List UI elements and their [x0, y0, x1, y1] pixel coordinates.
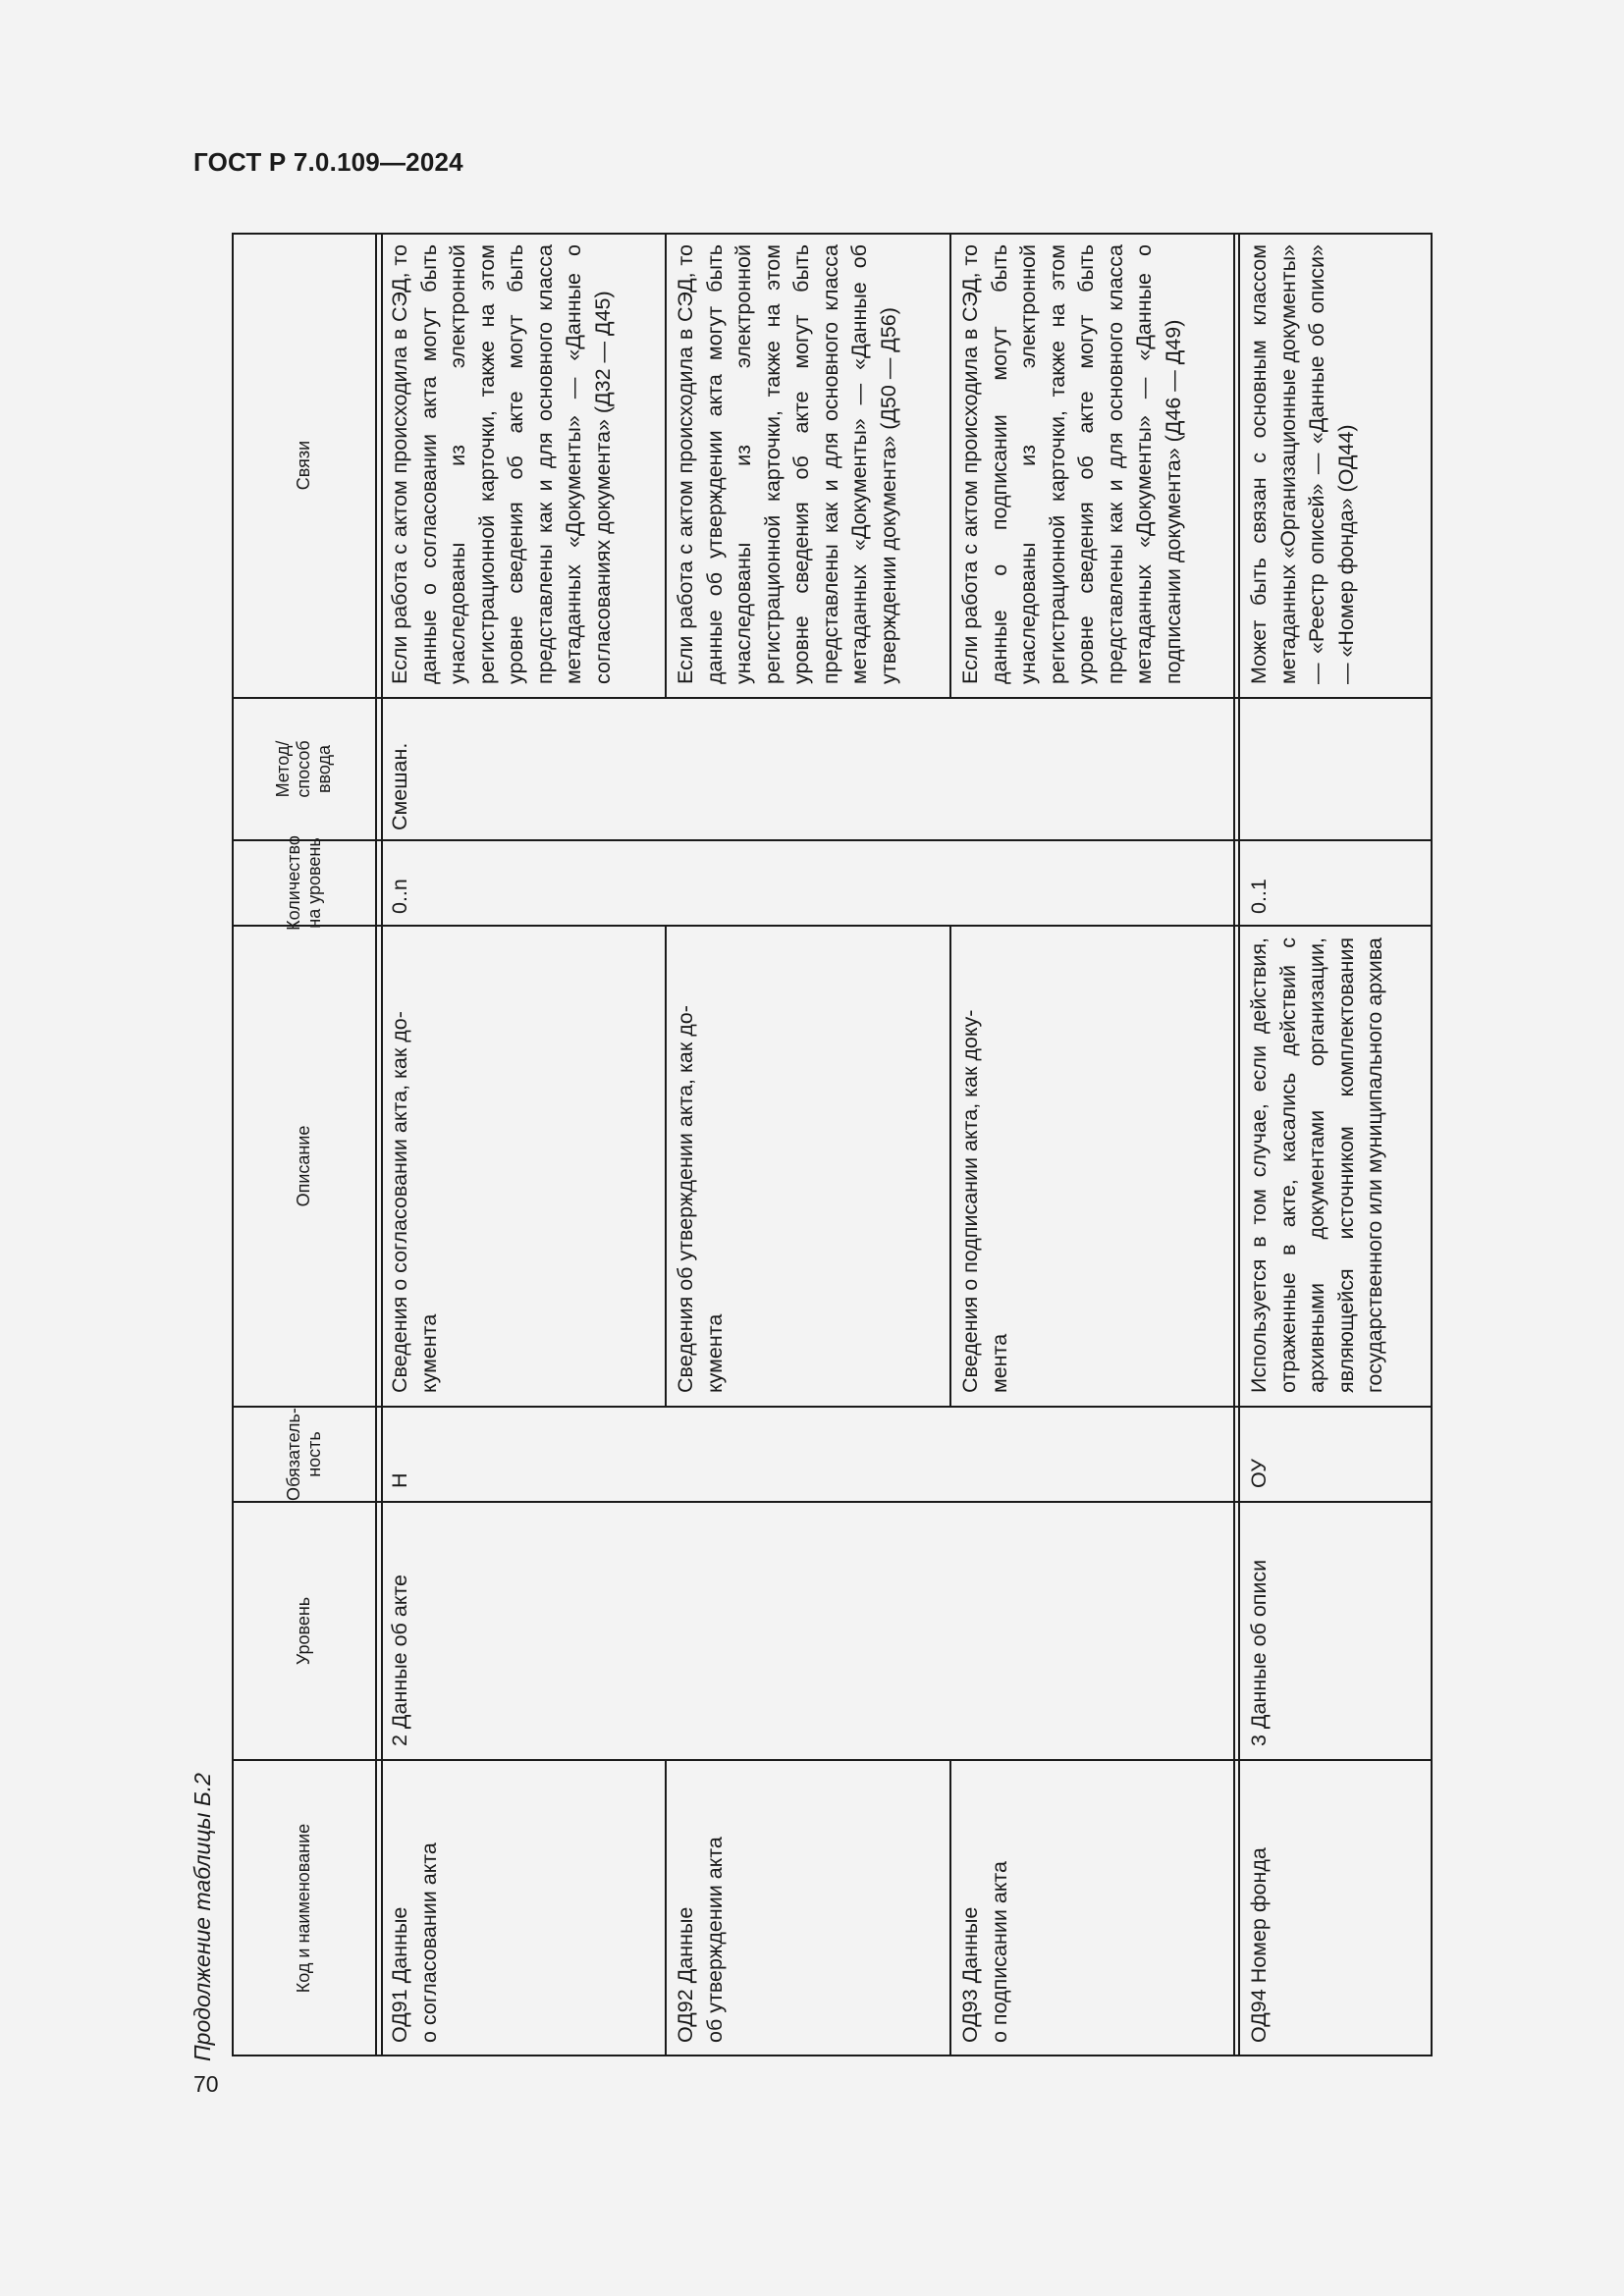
group-level: 2 Данные об акте: [388, 1575, 411, 1746]
table-row-4-links: Может быть связан с основным классом метаданных «Организационные документы» — «Реестр описей» — «Данные об описи» — «Номер фонда» (ОД44): [1247, 244, 1358, 684]
table-row-1-code-name: ОД91 Данные о согласовании акта: [388, 1842, 441, 2043]
document-header: ГОСТ Р 7.0.109—2024: [193, 147, 463, 177]
table-row-4-obligation: ОУ: [1247, 1459, 1271, 1488]
col-header-links: Связи: [294, 440, 313, 491]
table-row-1-links: Если работа с актом происходила в СЭД, то данные о согласовании акта могут быть унаследованы из электронной регистрационной карточки, также на этом уровне сведения об акте могут быть представлены как и для основного класса метаданных «Документы» — «Данные о согласованиях документа» (Д32 — Д45): [388, 244, 615, 684]
table-row-2-description: Сведения об утверждении акта, как до- кумента: [674, 1005, 727, 1393]
table-row-3-links: Если работа с актом происходила в СЭД, то данные о подписании могут быть унаследованы из электронной регистрационной карточки, также на этом уровне сведения об акте могут быть представлены как и для основного класса метаданных «Документы» — «Данные о подписании документа» (Д46 — Д49): [958, 244, 1185, 684]
table-row-4-code-name: ОД94 Номер фонда: [1247, 1847, 1271, 2043]
col-header-description: Описание: [294, 1125, 313, 1207]
table-row-4-level: 3 Данные об описи: [1247, 1559, 1271, 1746]
col-header-code-name: Код и наименование: [294, 1823, 313, 1994]
group-obligation: Н: [388, 1472, 411, 1488]
group-method: Смешан.: [388, 742, 411, 830]
col-header-level: Уровень: [294, 1596, 313, 1666]
table-row-3-description: Сведения о подписании акта, как доку- мента: [958, 1009, 1011, 1393]
table-row-4-description: Используется в том случае, если действия, отраженные в акте, касались действий с архивными документами организации, являющейся источником комплектования государственного или муниципального архива: [1247, 937, 1386, 1393]
table-row-2-code-name: ОД92 Данные об утверждении акта: [674, 1837, 727, 2043]
page-number: 70: [193, 2071, 219, 2097]
table-row-3-code-name: ОД93 Данные о подписании акта: [958, 1861, 1011, 2043]
metadata-table: [232, 233, 1433, 2056]
table-row-1-description: Сведения о согласовании акта, как до- кумента: [388, 1011, 441, 1393]
col-header-obligation: Обязатель- ность: [283, 1408, 324, 1501]
table-row-4-count: 0..1: [1247, 879, 1271, 914]
col-header-count: Количество на уровень: [283, 835, 324, 931]
table-row-2-links: Если работа с актом происходила в СЭД, то данные об утверждении акта могут быть унаследованы из электронной регистрационной карточки, также на этом уровне сведения об акте могут быть представлены как и для основного класса метаданных «Документы» — «Данные об утверждении документа» (Д50 — Д56): [674, 244, 900, 684]
col-header-method: Метод/ способ ввода: [273, 740, 334, 798]
table-continuation-caption: Продолжение таблицы Б.2: [189, 1773, 215, 2061]
group-count: 0..n: [388, 879, 411, 914]
